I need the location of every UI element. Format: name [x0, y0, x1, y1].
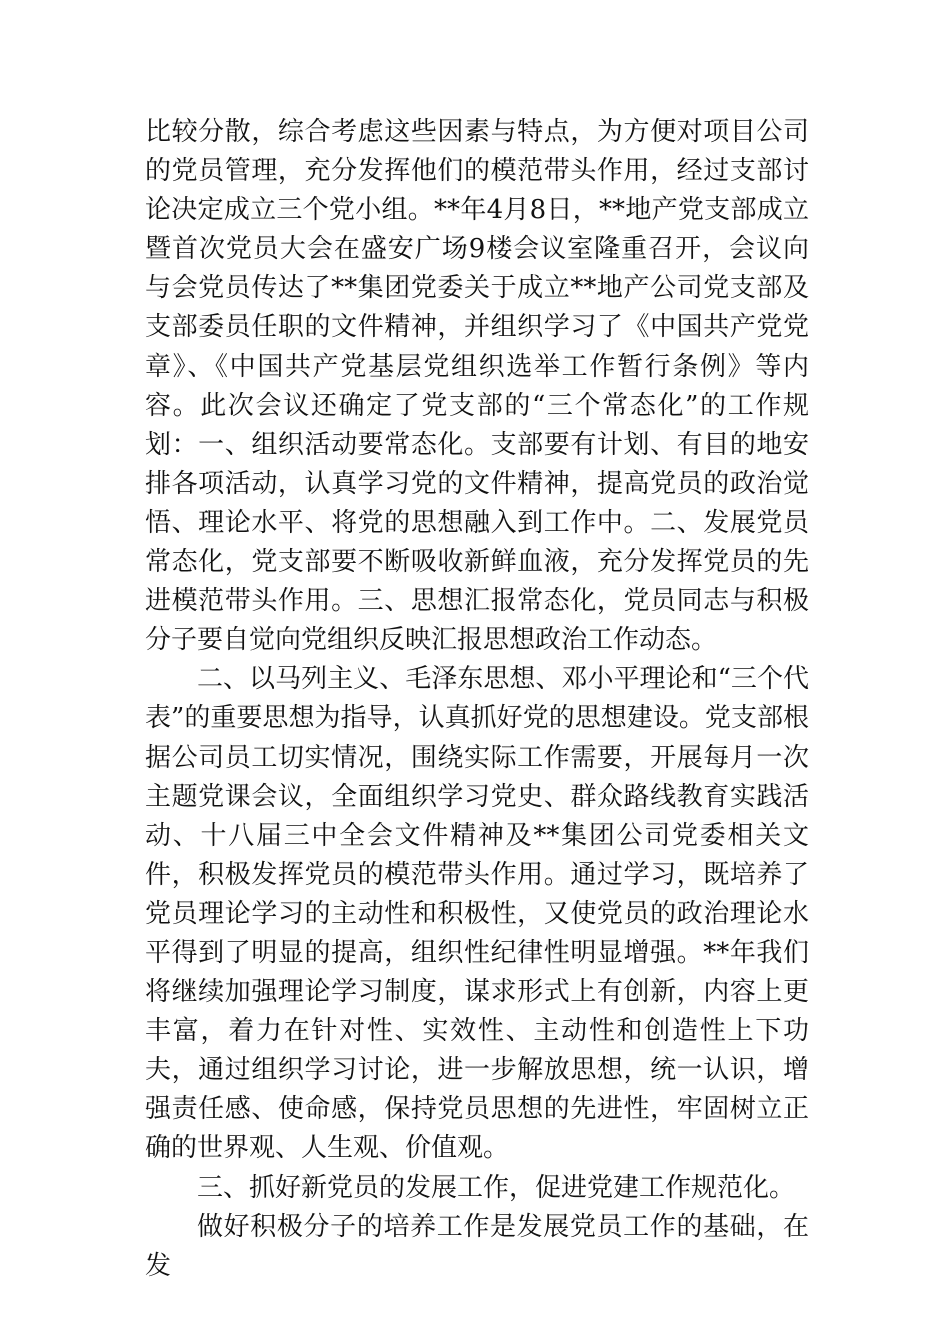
paragraph-3-heading: 三、抓好新党员的发展工作，促进党建工作规范化。: [197, 1172, 796, 1203]
paragraph-2: 二、以马列主义、毛泽东思想、邓小平理论和“三个代表”的重要思想为指导，认真抓好党的思想建设。党支部根据公司员工切实情况，围绕实际工作需要，开展每月一次主题党课会议，全面组织学习党史、群众路线教育实践活动、十八届三中全会文件精神及**集团公司党委相关文件，积极发挥党员的模范带头作用。通过学习，既培养了党员理论学习的主动性和积极性，又使党员的政治理论水平得到了明显的提高，组织性纪律性明显增强。**年我们将继续加强理论学习制度，谋求形式上有创新，内容上更丰富，着力在针对性、实效性、主动性和创造性上下功夫，通过组织学习讨论，进一步解放思想，统一认识，增强责任感、使命感，保持党员思想的先进性，牢固树立正确的世界观、人生观、价值观。: [145, 664, 809, 1164]
paragraph-1: 比较分散，综合考虑这些因素与特点，为方便对项目公司的党员管理，充分发挥他们的模范带头作用，经过支部讨论决定成立三个党小组。**年4月8日，**地产党支部成立暨首次党员大会在盛安广场9楼会议室隆重召开，会议向与会党员传达了**集团党委关于成立**地产公司党支部及支部委员任职的文件精神，并组织学习了《中国共产党党章》、《中国共产党基层党组织选举工作暂行条例》等内容。此次会议还确定了党支部的“三个常态化”的工作规划：一、组织活动要常态化。支部要有计划、有目的地安排各项活动，认真学习党的文件精神，提高党员的政治觉悟、理论水平、将党的思想融入到工作中。二、发展党员常态化，党支部要不断吸收新鲜血液，充分发挥党员的先进模范带头作用。三、思想汇报常态化，党员同志与积极分子要自觉向党组织反映汇报思想政治工作动态。: [145, 117, 809, 656]
document-page: [145, 113, 809, 1286]
paragraph-4: 做好积极分子的培养工作是发展党员工作的基础，在发: [145, 1211, 809, 1281]
